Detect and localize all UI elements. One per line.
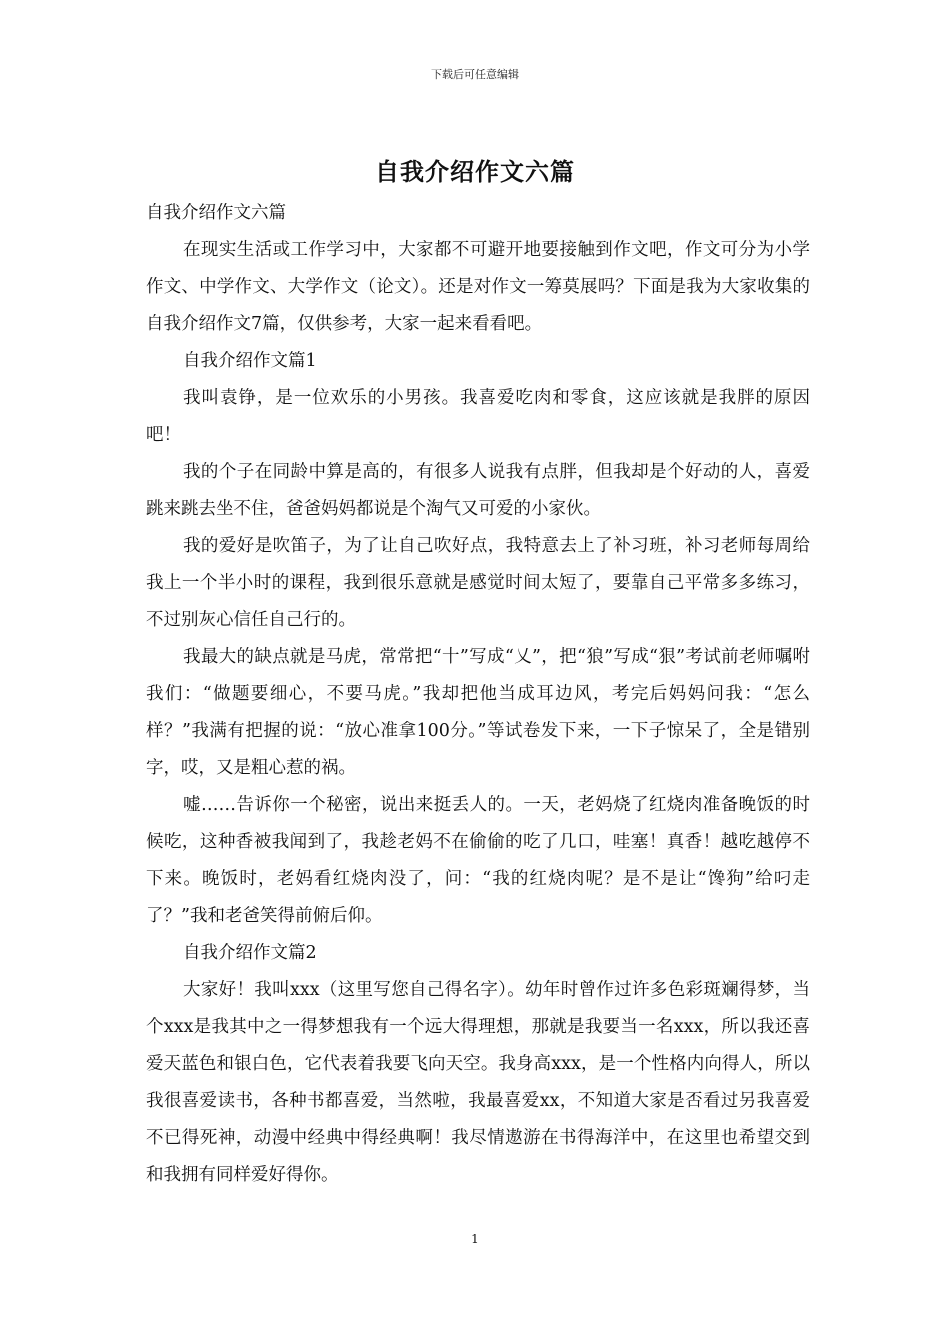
paragraph: 自我介绍作文六篇 xyxy=(146,203,286,223)
document-body xyxy=(146,195,810,1194)
paragraph: 大家好！我叫xxx（这里写您自己得名字）。幼年时曾作过许多色彩斑斓得梦，当个xxx是我其中之一得梦想我有一个远大得理想，那就是我要当一名xxx，所以我还喜爱天蓝色和银白色，它代表着我要飞向天空。我身高xxx，是一个性格内向得人，所以我很喜爱读书，各种书都喜爱，当然啦，我最喜爱xx，不知道大家是否看过另我喜爱不已得死神，动漫中经典中得经典啊！我尽情遨游在书得海洋中，在这里也希望交到和我拥有同样爱好得你。 xyxy=(146,980,810,1185)
section-heading: 自我介绍作文篇1 xyxy=(183,351,317,371)
header-note: 下载后可任意编辑 xyxy=(431,68,519,81)
paragraph: 在现实生活或工作学习中，大家都不可避开地要接触到作文吧，作文可分为小学作文、中学作文、大学作文（论文）。还是对作文一筹莫展吗？下面是我为大家收集的自我介绍作文7篇，仅供参考，大家一起来看看吧。 xyxy=(146,240,810,334)
paragraph: 我最大的缺点就是马虎，常常把“十”写成“乂”，把“狼”写成“狠”考试前老师嘱咐我们：“做题要细心，不要马虎。”我却把他当成耳边风，考完后妈妈问我：“怎么样？”我满有把握的说：“放心准拿100分。”等试卷发下来，一下子惊呆了，全是错别字，哎，又是粗心惹的祸。 xyxy=(146,647,810,778)
page-number: 1 xyxy=(471,1232,479,1246)
paragraph: 我的个子在同龄中算是高的，有很多人说我有点胖，但我却是个好动的人，喜爱跳来跳去坐不住，爸爸妈妈都说是个淘气又可爱的小家伙。 xyxy=(146,462,810,519)
paragraph: 我叫袁铮，是一位欢乐的小男孩。我喜爱吃肉和零食，这应该就是我胖的原因吧！ xyxy=(146,388,810,445)
paragraph: 我的爱好是吹笛子，为了让自己吹好点，我特意去上了补习班，补习老师每周给我上一个半小时的课程，我到很乐意就是感觉时间太短了，要靠自己平常多多练习，不过别灰心信任自己行的。 xyxy=(146,536,810,630)
document-title: 自我介绍作文六篇 xyxy=(375,157,575,186)
paragraph: 嘘……告诉你一个秘密，说出来挺丢人的。一天，老妈烧了红烧肉准备晚饭的时候吃，这种香被我闻到了，我趁老妈不在偷偷的吃了几口，哇塞！真香！越吃越停不下来。晚饭时，老妈看红烧肉没了，问：“我的红烧肉呢？是不是让“馋狗”给叼走了？”我和老爸笑得前俯后仰。 xyxy=(146,795,810,926)
section-heading: 自我介绍作文篇2 xyxy=(183,943,317,963)
